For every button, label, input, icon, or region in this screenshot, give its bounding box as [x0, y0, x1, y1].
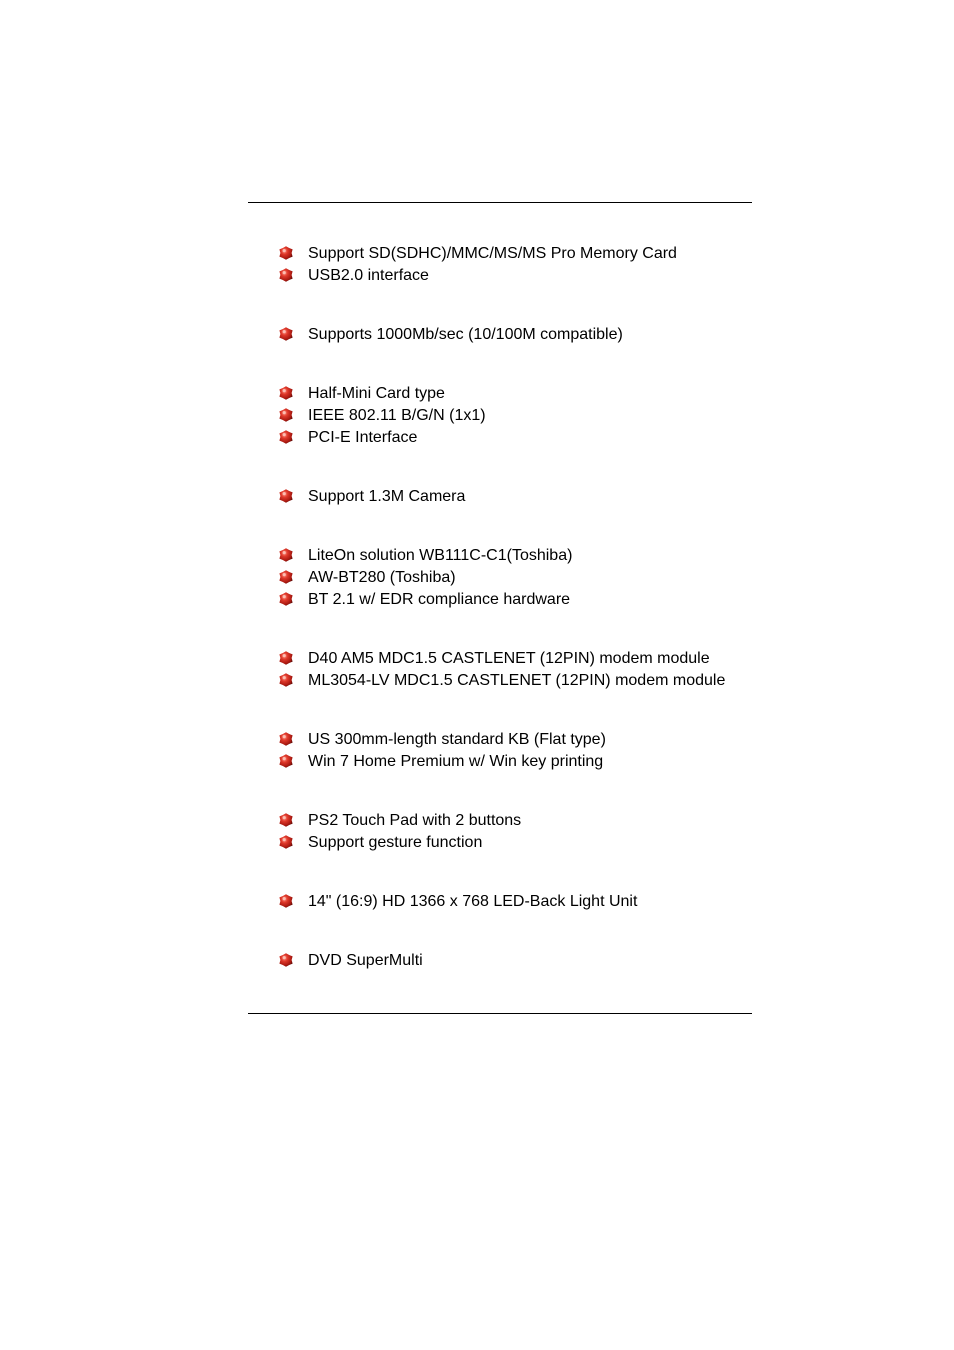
- list-item-label: AW-BT280 (Toshiba): [308, 569, 456, 586]
- list-item-label: PS2 Touch Pad with 2 buttons: [308, 812, 522, 829]
- list-item: [276, 427, 756, 449]
- list-item-label: D40 AM5 MDC1.5 CASTLENET (12PIN) modem module: [308, 650, 710, 667]
- red-sphere-bullet-icon: [278, 407, 294, 423]
- list-item-label: DVD SuperMulti: [308, 952, 423, 969]
- red-sphere-bullet-icon: [278, 753, 294, 769]
- red-sphere-bullet-icon: [278, 893, 294, 909]
- spec-group-card-reader: [276, 243, 756, 287]
- list-item: [276, 589, 756, 611]
- spec-group-wireless: [276, 383, 756, 449]
- list-item-label: Support SD(SDHC)/MMC/MS/MS Pro Memory Card: [308, 245, 677, 262]
- red-sphere-bullet-icon: [278, 429, 294, 445]
- spec-group-optical: [276, 950, 756, 972]
- spec-group-keyboard: [276, 729, 756, 773]
- red-sphere-bullet-icon: [278, 591, 294, 607]
- spec-list: [276, 243, 756, 1009]
- list-item-label: LiteOn solution WB111C-C1(Toshiba): [308, 547, 573, 564]
- list-item: [276, 486, 756, 508]
- list-item-label: Supports 1000Mb/sec (10/100M compatible): [308, 326, 623, 343]
- spec-group-camera: [276, 486, 756, 508]
- red-sphere-bullet-icon: [278, 569, 294, 585]
- list-item: [276, 265, 756, 287]
- red-sphere-bullet-icon: [278, 650, 294, 666]
- red-sphere-bullet-icon: [278, 245, 294, 261]
- list-item-label: Win 7 Home Premium w/ Win key printing: [308, 753, 604, 770]
- list-item: [276, 832, 756, 854]
- spec-group-touchpad: [276, 810, 756, 854]
- red-sphere-bullet-icon: [278, 385, 294, 401]
- list-item: [276, 729, 756, 751]
- spec-group-display: [276, 891, 756, 913]
- list-item-label: IEEE 802.11 B/G/N (1x1): [308, 407, 486, 424]
- spec-group-modem: [276, 648, 756, 692]
- red-sphere-bullet-icon: [278, 731, 294, 747]
- list-item: [276, 324, 756, 346]
- list-item-label: 14" (16:9) HD 1366 x 768 LED-Back Light Unit: [308, 893, 638, 910]
- red-sphere-bullet-icon: [278, 326, 294, 342]
- list-item-label: Half-Mini Card type: [308, 385, 445, 402]
- red-sphere-bullet-icon: [278, 547, 294, 563]
- list-item: [276, 383, 756, 405]
- red-sphere-bullet-icon: [278, 952, 294, 968]
- list-item: [276, 670, 756, 692]
- red-sphere-bullet-icon: [278, 812, 294, 828]
- list-item: [276, 648, 756, 670]
- bottom-divider: [248, 1013, 752, 1014]
- list-item: [276, 751, 756, 773]
- list-item: [276, 243, 756, 265]
- red-sphere-bullet-icon: [278, 672, 294, 688]
- red-sphere-bullet-icon: [278, 267, 294, 283]
- list-item-label: Support gesture function: [308, 834, 483, 851]
- list-item: [276, 810, 756, 832]
- red-sphere-bullet-icon: [278, 488, 294, 504]
- list-item-label: PCI-E Interface: [308, 429, 418, 446]
- list-item: [276, 405, 756, 427]
- list-item-label: USB2.0 interface: [308, 267, 429, 284]
- list-item-label: BT 2.1 w/ EDR compliance hardware: [308, 591, 571, 608]
- list-item: [276, 891, 756, 913]
- top-divider: [248, 202, 752, 203]
- list-item-label: ML3054-LV MDC1.5 CASTLENET (12PIN) modem module: [308, 672, 726, 689]
- list-item-label: US 300mm-length standard KB (Flat type): [308, 731, 606, 748]
- list-item: [276, 567, 756, 589]
- list-item: [276, 950, 756, 972]
- list-item-label: Support 1.3M Camera: [308, 488, 466, 505]
- list-item: [276, 545, 756, 567]
- spec-group-bluetooth: [276, 545, 756, 611]
- spec-group-lan: [276, 324, 756, 346]
- red-sphere-bullet-icon: [278, 834, 294, 850]
